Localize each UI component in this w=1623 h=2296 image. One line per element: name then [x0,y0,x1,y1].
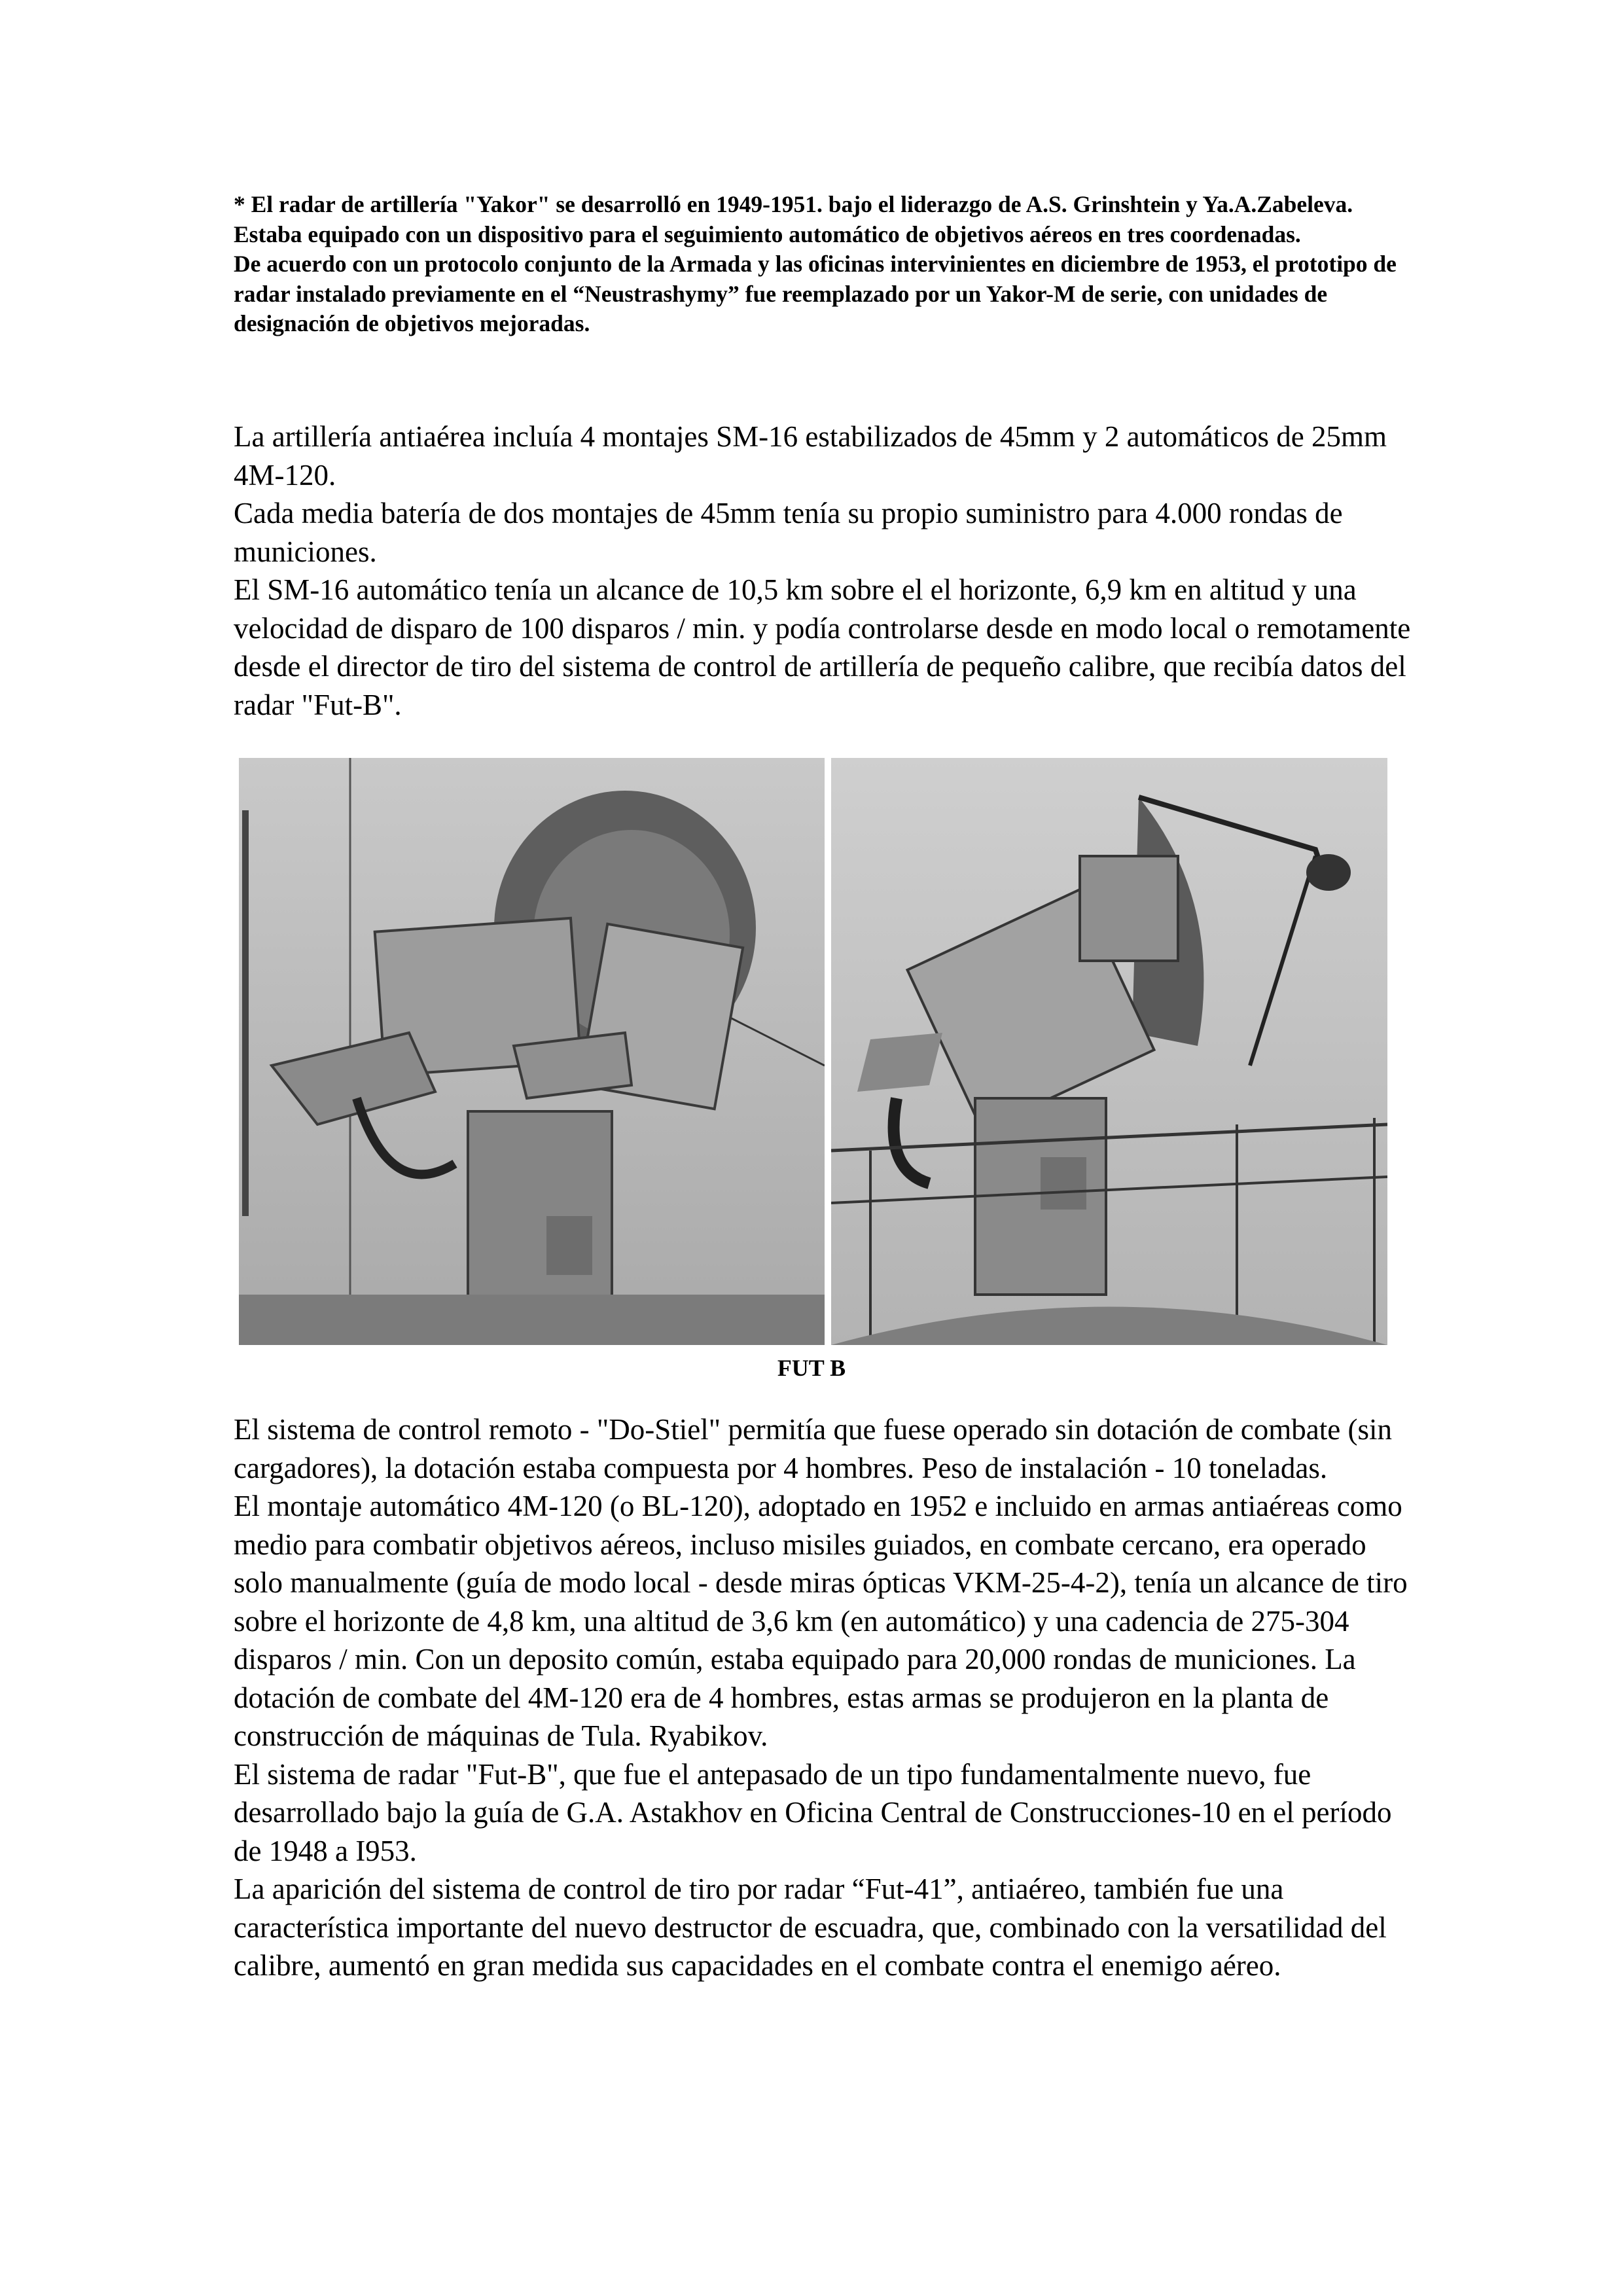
paragraph-fut-b-radar: El sistema de radar "Fut-B", que fue el antepasado de un tipo fundamentalmente nuevo, fue desarrollado bajo la guía de G.A. Astakhov en Oficina Central de Construcciones-10 en el período de 1948 a I953. [234,1757,1392,1867]
radar-photos [239,758,1387,1345]
paragraph-fut-41: La aparición del sistema de control de tiro por radar “Fut-41”, antiaéreo, también fue una característica importante del nuevo destructor de escuadra, que, combinado con la versatilidad del calibre, aumentó en gran medida sus capacidades en el combate contra el enemigo aéreo. [234,1873,1387,1982]
paragraph-do-stiel: El sistema de control remoto - "Do-Stiel" permitía que fuese operado sin dotación de combate (sin cargadores), la dotación estaba compuesta por 4 hombres. Peso de instalación - 10 toneladas. [234,1413,1392,1484]
paragraph-4m120: El montaje automático 4M-120 (o BL-120), adoptado en 1952 e incluido en armas antiaéreas como medio para combatir objetivos aéreos, incluso misiles guiados, en combate cercano, era operado solo manualmente (guía de modo local - desde miras ópticas VKM-25-4-2), tenía un alcance de tiro sobre el horizonte de 4,8 km, una altitud de 3,6 km (en automático) y una cadencia de 275-304 disparos / min. Con un deposito común, estaba equipado para 20,000 rondas de municiones. La dotación de combate del 4M-120 era de 4 hombres, estas armas se produjeron en la planta de construcción de máquinas de Tula. Ryabikov. [234,1490,1408,1752]
paragraph-ammunition-supply: Cada media batería de dos montajes de 45mm tenía su propio suministro para 4.000 rondas de municiones. [234,497,1343,568]
body-text-top [234,418,1412,724]
body-text-bottom [234,1410,1412,1985]
footnote-yakor-development: * El radar de artillería "Yakor" se desarrolló en 1949-1951. bajo el liderazgo de A.S. Grinshtein y Ya.A.Zabeleva. Estaba equipado con un dispositivo para el seguimiento automático de objetivos aéreos en tres coordenadas. [234,191,1353,247]
fut-b-radar-photo-right [831,758,1387,1345]
fut-b-radar-photo-left [239,758,825,1345]
footnote-block [234,190,1405,339]
figure-caption: FUT B [777,1355,846,1381]
paragraph-sm16-range: El SM-16 automático tenía un alcance de 10,5 km sobre el el horizonte, 6,9 km en altitud y una velocidad de disparo de 100 disparos / min. y podía controlarse desde en modo local o remotamente desde el director de tiro del sistema de control de artillería de pequeño calibre, que recibía datos del radar "Fut-B". [234,573,1411,721]
footnote-yakor-replacement: De acuerdo con un protocolo conjunto de la Armada y las oficinas intervinientes en diciembre de 1953, el prototipo de radar instalado previamente en el “Neustrashymy” fue reemplazado por un Yakor-M de serie, con unidades de designación de objetivos mejoradas. [234,251,1397,336]
paragraph-aa-artillery: La artillería antiaérea incluía 4 montajes SM-16 estabilizados de 45mm y 2 automáticos de 25mm 4M-120. [234,420,1387,492]
